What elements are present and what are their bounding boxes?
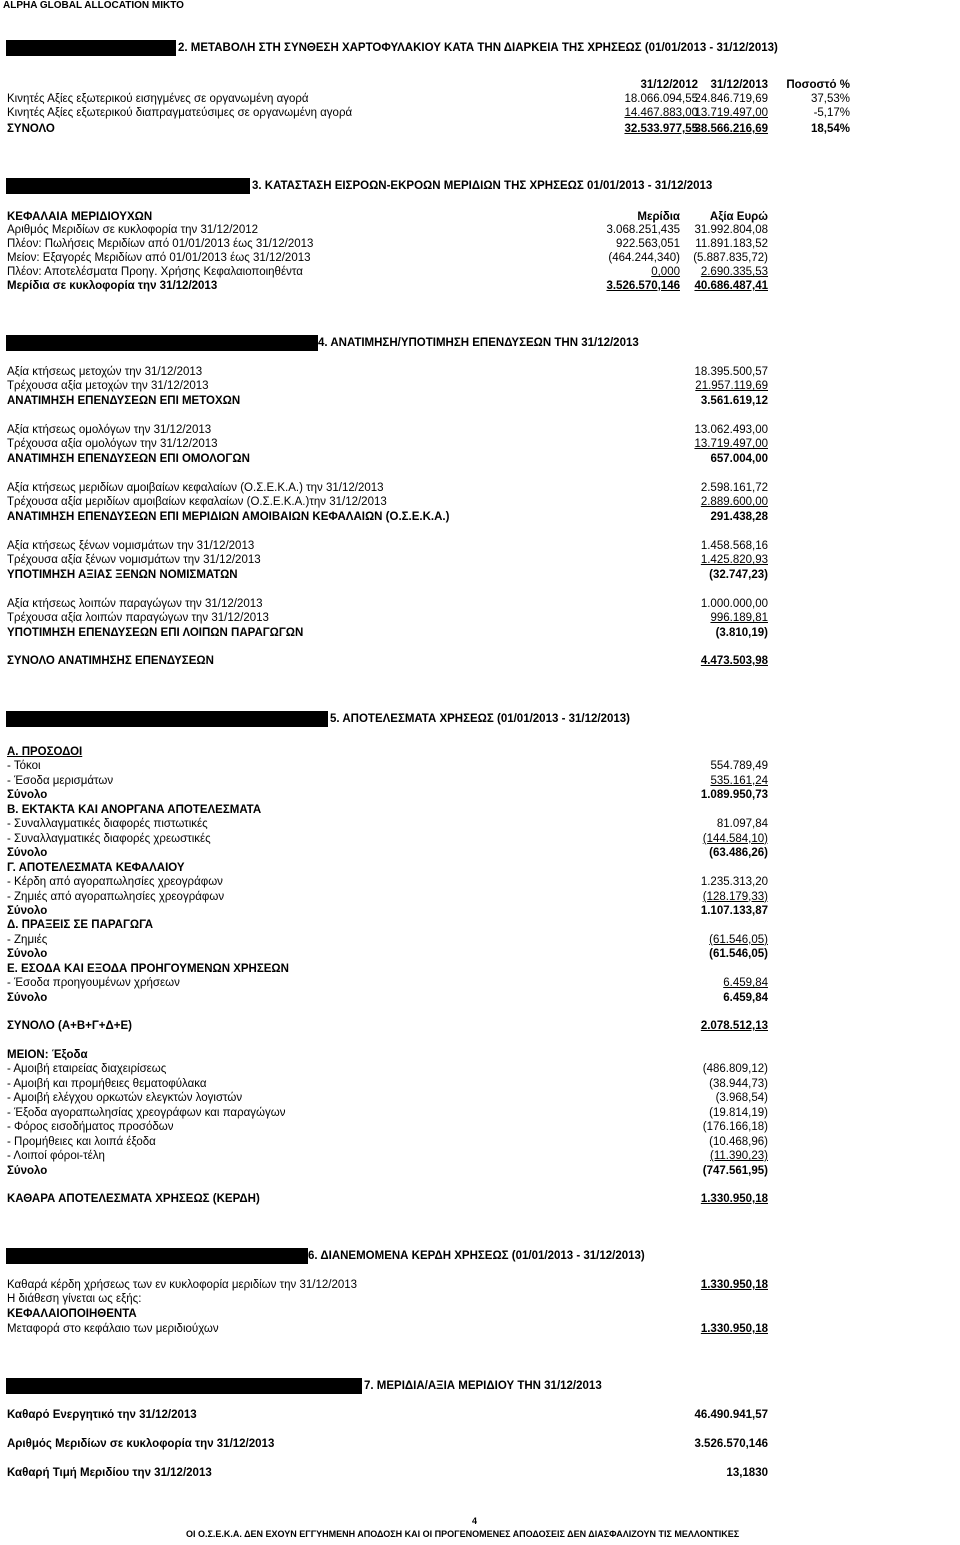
row-label: Μείον: Εξαγορές Μεριδίων από 01/01/2013 έως 31/12/2013 xyxy=(7,252,311,264)
value-2013: 24.846.719,69 xyxy=(694,93,768,105)
value-2013: 13.719.497,00 xyxy=(694,107,768,119)
expense-value: (3.968,54) xyxy=(715,1092,768,1104)
page-number: 4 xyxy=(472,1516,478,1526)
value-euro: 31.992.804,08 xyxy=(694,224,768,236)
result-line-value: 1.089.950,73 xyxy=(700,789,768,802)
current-label: Τρέχουσα αξία λοιπών παραγώγων την 31/12/2013 xyxy=(7,612,269,624)
acquisition-value: 2.598.161,72 xyxy=(700,482,768,494)
section-6-title: 6. ΔΙΑΝΕΜΟΜΕΝΑ ΚΕΡΔΗ ΧΡΗΣΕΩΣ (01/01/2013 - 31/12/2013) xyxy=(308,1250,645,1262)
revaluation-value: (32.747,23) xyxy=(709,569,768,581)
expense-label: - Προμήθειες και λοιπά έξοδα xyxy=(7,1135,156,1148)
distribution-value-4: 1.330.950,18 xyxy=(700,1323,768,1335)
value-units: 3.526.570,146 xyxy=(606,280,680,292)
result-line-label: - Συναλλαγματικές διαφορές χρεωστικές xyxy=(7,832,211,845)
section-bar xyxy=(6,335,318,351)
value-2012: 18.066.094,55 xyxy=(624,93,698,105)
expense-label: - Αμοιβή και προμήθειες θεματοφύλακα xyxy=(7,1077,207,1090)
value-percent: -5,17% xyxy=(813,107,850,119)
section-bar xyxy=(6,40,176,56)
revaluation-value: 291.438,28 xyxy=(710,511,768,523)
acquisition-label: Αξία κτήσεως ξένων νομισμάτων την 31/12/2013 xyxy=(7,540,255,552)
result-line-value: 1.235.313,20 xyxy=(700,876,768,889)
col-header-2012: 31/12/2012 xyxy=(640,79,698,91)
result-line-label: Σύνολο xyxy=(7,847,48,860)
unit-info-label: Καθαρό Ενεργητικό την 31/12/2013 xyxy=(7,1409,197,1421)
result-line-value: (128.179,33) xyxy=(702,890,768,903)
revaluation-value: 3.561.619,12 xyxy=(700,395,768,407)
value-euro: 2.690.335,53 xyxy=(700,266,768,278)
revaluation-value: 657.004,00 xyxy=(710,453,768,465)
acquisition-label: Αξία κτήσεως μετοχών την 31/12/2013 xyxy=(7,366,203,378)
col-header-percent: Ποσοστό % xyxy=(786,79,850,91)
result-line-value: 81.097,84 xyxy=(716,818,768,831)
expense-value: (10.468,96) xyxy=(709,1135,768,1148)
current-value: 1.425.820,93 xyxy=(700,554,768,566)
expense-label: - Λοιποί φόροι-τέλη xyxy=(7,1150,105,1162)
net-result-label: ΚΑΘΑΡΑ ΑΠΟΤΕΛΕΣΜΑΤΑ ΧΡΗΣΕΩΣ (ΚΕΡΔΗ) xyxy=(7,1193,260,1205)
result-line-value: 535.161,24 xyxy=(710,774,768,787)
result-line-value: 1.107.133,87 xyxy=(700,904,768,917)
value-units: 0,000 xyxy=(651,266,680,278)
distribution-line-2: Η διάθεση γίνεται ως εξής: xyxy=(7,1293,142,1305)
section-5-title: 5. ΑΠΟΤΕΛΕΣΜΑΤΑ ΧΡΗΣΕΩΣ (01/01/2013 - 31/12/2013) xyxy=(330,713,630,725)
col-header-2013: 31/12/2013 xyxy=(710,79,768,91)
col-header-value: Αξία Ευρώ xyxy=(709,211,768,223)
acquisition-value: 1.458.568,16 xyxy=(700,540,768,552)
result-line-label: Σύνολο xyxy=(7,789,48,802)
value-euro: 11.891.183,52 xyxy=(695,238,768,250)
result-line-label: - Κέρδη από αγοραπωλησίες χρεογράφων xyxy=(7,876,223,889)
current-value: 2.889.600,00 xyxy=(700,496,768,508)
result-line-label: - Τόκοι xyxy=(7,760,41,773)
result-line-value: 554.789,49 xyxy=(710,760,768,773)
expense-value: (19.814,19) xyxy=(709,1106,768,1119)
result-line-value: (144.584,10) xyxy=(702,832,768,845)
section-3-title: 3. ΚΑΤΑΣΤΑΣΗ ΕΙΣΡΟΩΝ-ΕΚΡΟΩΝ ΜΕΡΙΔΙΩΝ ΤΗΣ ΧΡΗΣΕΩΣ 01/01/2013 - 31/12/2013 xyxy=(252,180,713,192)
row-label: Μερίδια σε κυκλοφορία την 31/12/2013 xyxy=(7,280,218,292)
current-value: 21.957.119,69 xyxy=(695,380,768,392)
current-value: 13.719.497,00 xyxy=(694,438,768,450)
disclaimer: ΟΙ Ο.Σ.Ε.Κ.Α. ΔΕΝ ΕΧΟΥΝ ΕΓΓΥΗΜΕΝΗ ΑΠΟΔΟΣΗ ΚΑΙ ΟΙ ΠΡΟΓΕΝΟΜΕΝΕΣ ΑΠΟΔΟΣΕΙΣ ΔΕΝ ΔΙΑΣΦΑΛΙΖΟΥΝ ΤΙΣ ΜΕΛΛΟΝΤΙΚΕΣ xyxy=(186,1529,740,1539)
net-result-value: 1.330.950,18 xyxy=(700,1193,768,1205)
result-line-label: Ε. ΕΣΟΔΑ ΚΑΙ ΕΞΟΔΑ ΠΡΟΗΓΟΥΜΕΝΩΝ ΧΡΗΣΕΩΝ xyxy=(7,962,289,975)
value-2013: 38.566.216,69 xyxy=(694,123,768,135)
result-line-label: - Ζημιές από αγοραπωλησίες χρεογράφων xyxy=(7,890,225,903)
expense-value: (11.390,23) xyxy=(710,1150,768,1162)
value-units: 922.563,051 xyxy=(616,238,680,250)
result-line-value: (61.546,05) xyxy=(709,948,768,961)
acquisition-value: 1.000.000,00 xyxy=(700,598,768,610)
distribution-line-3: ΚΕΦΑΛΑΙΟΠΟΙΗΘΕΝΤΑ xyxy=(7,1308,137,1320)
acquisition-value: 18.395.500,57 xyxy=(694,366,768,378)
acquisition-label: Αξία κτήσεως ομολόγων την 31/12/2013 xyxy=(7,424,212,436)
section-7-title: 7. ΜΕΡΙΔΙΑ/ΑΞΙΑ ΜΕΡΙΔΙΟΥ ΤΗΝ 31/12/2013 xyxy=(364,1380,602,1392)
result-line-label: - Ζημιές xyxy=(7,933,48,946)
expenses-title: ΜΕΙΟΝ: Έξοδα xyxy=(7,1049,88,1061)
revaluation-total-label: ΣΥΝΟΛΟ ΑΝΑΤΙΜΗΣΗΣ ΕΠΕΝΔΥΣΕΩΝ xyxy=(7,655,214,667)
result-line-value: 6.459,84 xyxy=(723,977,768,990)
value-units: 3.068.251,435 xyxy=(606,224,680,236)
expense-label: - Φόρος εισοδήματος προσόδων xyxy=(7,1121,174,1133)
acquisition-label: Αξία κτήσεως μεριδίων αμοιβαίων κεφαλαίων (Ο.Σ.Ε.Κ.Α.) την 31/12/2013 xyxy=(7,482,384,494)
revaluation-value: (3.810,19) xyxy=(715,627,768,639)
acquisition-value: 13.062.493,00 xyxy=(694,424,768,436)
result-line-label: - Έσοδα μερισμάτων xyxy=(7,774,114,787)
result-line-label: - Έσοδα προηγουμένων χρήσεων xyxy=(7,977,180,990)
revaluation-label: ΑΝΑΤΙΜΗΣΗ ΕΠΕΝΔΥΣΕΩΝ ΕΠΙ ΜΕΤΟΧΩΝ xyxy=(7,395,241,407)
acquisition-label: Αξία κτήσεως λοιπών παραγώγων την 31/12/2013 xyxy=(7,598,263,610)
col-header-units: Μερίδια xyxy=(637,211,680,223)
result-line-label: Σύνολο xyxy=(7,991,48,1004)
unit-info-value: 46.490.941,57 xyxy=(694,1409,768,1421)
unit-info-value: 13,1830 xyxy=(726,1467,768,1479)
revaluation-label: ΥΠΟΤΙΜΗΣΗ ΑΞΙΑΣ ΞΕΝΩΝ ΝΟΜΙΣΜΑΤΩΝ xyxy=(7,569,238,581)
result-line-label: Δ. ΠΡΑΞΕΙΣ ΣΕ ΠΑΡΑΓΩΓΑ xyxy=(7,919,154,932)
section-bar xyxy=(6,178,250,194)
section-bar xyxy=(6,711,328,727)
section-bar xyxy=(6,1378,362,1394)
expense-label: - Αμοιβή ελέγχου ορκωτών ελεγκτών λογιστών xyxy=(7,1092,243,1104)
unit-info-value: 3.526.570,146 xyxy=(694,1438,768,1450)
result-line-value: (63.486,26) xyxy=(709,847,768,860)
current-label: Τρέχουσα αξία ομολόγων την 31/12/2013 xyxy=(7,438,218,450)
row-label: Πλέον: Αποτελέσματα Προηγ. Χρήσης Κεφαλαιοποιηθέντα xyxy=(7,266,303,278)
result-line-label: Σύνολο xyxy=(7,904,48,917)
result-line-label: Γ. ΑΠΟΤΕΛΕΣΜΑΤΑ ΚΕΦΑΛΑΙΟΥ xyxy=(7,861,185,874)
sum-label: ΣΥΝΟΛΟ (Α+Β+Γ+Δ+Ε) xyxy=(7,1020,132,1032)
section-2-title: 2. ΜΕΤΑΒΟΛΗ ΣΤΗ ΣΥΝΘΕΣΗ ΧΑΡΤΟΦΥΛΑΚΙΟΥ ΚΑΤΑ ΤΗΝ ΔΙΑΡΚΕΙΑ ΤΗΣ ΧΡΗΣΕΩΣ (01/01/2013 - 31/12/2013) xyxy=(178,42,778,54)
revaluation-total-value: 4.473.503,98 xyxy=(700,655,768,667)
expense-value: (176.166,18) xyxy=(702,1121,768,1133)
section-4-title: 4. ΑΝΑΤΙΜΗΣΗ/ΥΠΟΤΙΜΗΣΗ ΕΠΕΝΔΥΣΕΩΝ ΤΗΝ 31/12/2013 xyxy=(318,337,639,349)
expense-label: - Έξοδα αγοραπωλησίας χρεογράφων και παραγώγων xyxy=(7,1106,286,1119)
row-label: ΣΥΝΟΛΟ xyxy=(7,123,55,135)
distribution-line-1: Καθαρά κέρδη χρήσεως των εν κυκλοφορία μεριδίων την 31/12/2013 xyxy=(7,1279,358,1291)
result-line-label: Β. ΕΚΤΑΚΤΑ ΚΑΙ ΑΝΟΡΓΑΝΑ ΑΠΟΤΕΛΕΣΜΑΤΑ xyxy=(7,803,262,816)
sum-value: 2.078.512,13 xyxy=(700,1020,768,1032)
row-label: Αριθμός Μεριδίων σε κυκλοφορία την 31/12/2012 xyxy=(7,224,259,236)
result-line-label: - Συναλλαγματικές διαφορές πιστωτικές xyxy=(7,818,208,831)
row-label: Κινητές Αξίες εξωτερικού εισηγμένες σε οργανωμένη αγορά xyxy=(7,93,309,105)
revaluation-label: ΑΝΑΤΙΜΗΣΗ ΕΠΕΝΔΥΣΕΩΝ ΕΠΙ ΟΜΟΛΟΓΩΝ xyxy=(7,453,250,465)
current-label: Τρέχουσα αξία ξένων νομισμάτων την 31/12/2013 xyxy=(7,554,261,566)
result-line-label: Σύνολο xyxy=(7,948,48,961)
row-label: Πλέον: Πωλήσεις Μεριδίων από 01/01/2013 έως 31/12/2013 xyxy=(7,238,314,250)
value-percent: 18,54% xyxy=(810,123,850,135)
result-line-value: 6.459,84 xyxy=(723,991,768,1004)
current-label: Τρέχουσα αξία μετοχών την 31/12/2013 xyxy=(7,380,209,392)
distribution-line-4: Μεταφορά στο κεφάλαιο των μεριδιούχων xyxy=(7,1323,219,1335)
value-units: (464.244,340) xyxy=(608,252,680,264)
expense-label: - Αμοιβή εταιρείας διαχειρίσεως xyxy=(7,1063,167,1075)
distribution-value-1: 1.330.950,18 xyxy=(700,1279,768,1291)
revaluation-label: ΥΠΟΤΙΜΗΣΗ ΕΠΕΝΔΥΣΕΩΝ ΕΠΙ ΛΟΙΠΩΝ ΠΑΡΑΓΩΓΩΝ xyxy=(7,627,304,639)
current-value: 996.189,81 xyxy=(710,612,768,624)
expense-value: (486.809,12) xyxy=(702,1063,768,1075)
expense-label: Σύνολο xyxy=(7,1164,48,1177)
value-euro: (5.887.835,72) xyxy=(693,252,768,264)
section-bar xyxy=(6,1248,308,1264)
fund-name: ALPHA GLOBAL ALLOCATION ΜΙΚΤΟ xyxy=(3,0,184,11)
value-2012: 14.467.883,00 xyxy=(624,107,698,119)
value-percent: 37,53% xyxy=(810,93,850,105)
expense-value: (747.561,95) xyxy=(702,1164,768,1177)
result-line-label: Α. ΠΡΟΣΟΔΟΙ xyxy=(7,746,83,758)
revaluation-label: ΑΝΑΤΙΜΗΣΗ ΕΠΕΝΔΥΣΕΩΝ ΕΠΙ ΜΕΡΙΔΙΩΝ ΑΜΟΙΒΑΙΩΝ ΚΕΦΑΛΑΙΩΝ (Ο.Σ.Ε.Κ.Α.) xyxy=(7,511,450,523)
unit-info-label: Αριθμός Μεριδίων σε κυκλοφορία την 31/12/2013 xyxy=(7,1438,275,1450)
unit-info-label: Καθαρή Τιμή Μεριδίου την 31/12/2013 xyxy=(7,1467,212,1479)
value-euro: 40.686.487,41 xyxy=(694,280,768,292)
current-label: Τρέχουσα αξία μεριδίων αμοιβαίων κεφαλαίων (Ο.Σ.Ε.Κ.Α.)την 31/12/2013 xyxy=(7,496,387,508)
row-label: Κινητές Αξίες εξωτερικού διαπραγματεύσιμες σε οργανωμένη αγορά xyxy=(7,107,353,119)
section-3-caption: ΚΕΦΑΛΑΙΑ ΜΕΡΙΔΙΟΥΧΩΝ xyxy=(7,211,153,223)
value-2012: 32.533.977,55 xyxy=(624,123,698,135)
result-line-value: (61.546,05) xyxy=(709,933,768,946)
expense-value: (38.944,73) xyxy=(709,1077,768,1090)
